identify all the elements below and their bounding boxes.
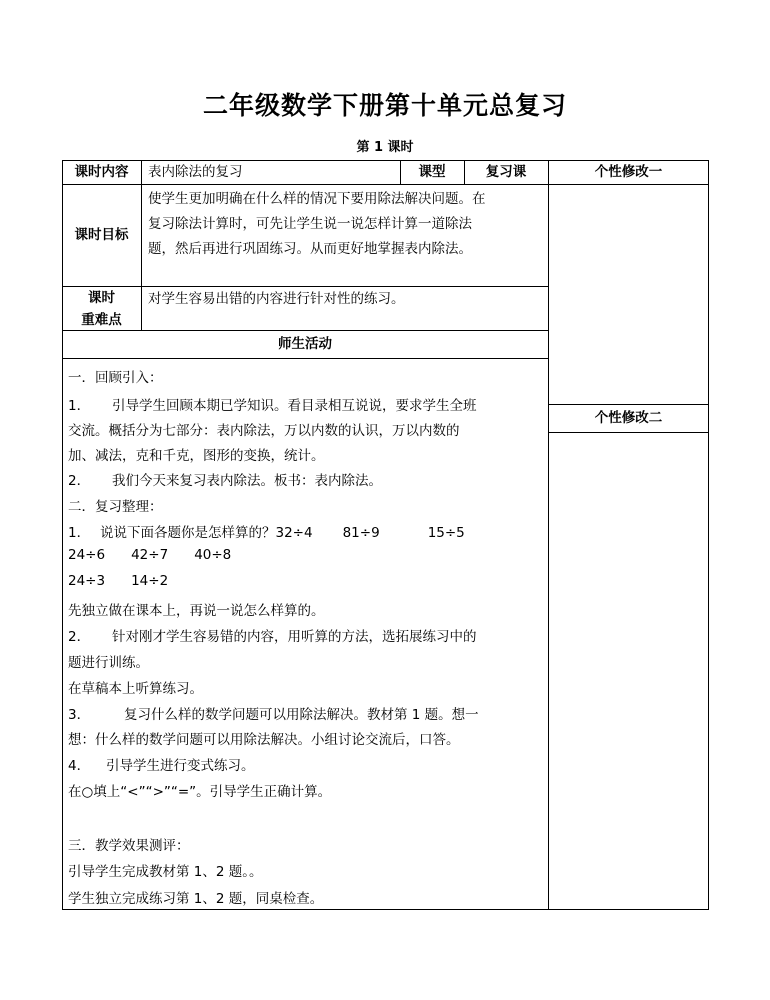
difficulty-label: 重难点 xyxy=(81,312,122,328)
item-number: 2． xyxy=(68,473,91,489)
activity-line: 在草稿本上听算练习。 xyxy=(68,681,203,697)
difficulty-value: 对学生容易出错的内容进行针对性的练习。 xyxy=(148,291,405,307)
activity-line: 交流。概括分为七部分：表内除法，万以内数的认识，万以内数的 xyxy=(68,423,460,439)
table-rule xyxy=(548,432,709,433)
item-number: 1． xyxy=(68,525,91,541)
activity-text: 针对刚才学生容易错的内容，用听算的方法，选拓展练习中的 xyxy=(112,629,477,645)
lesson-number: 第 1 课时 xyxy=(356,140,414,155)
activity-text: 复习什么样的数学问题可以用除法解决。教材第 1 题。想一 xyxy=(124,707,479,723)
table-rule xyxy=(62,358,548,359)
activity-line xyxy=(68,469,382,489)
content-value: 表内除法的复习 xyxy=(148,164,243,180)
section-heading: 二．复习整理： xyxy=(68,499,163,515)
table-border-bottom xyxy=(62,909,709,910)
table-border-left xyxy=(62,160,63,910)
table-border-right xyxy=(708,160,709,910)
section-heading: 三．教学效果测评： xyxy=(68,838,190,854)
calc-item: 14÷2 xyxy=(131,573,169,589)
lesson-plan-table xyxy=(62,160,709,910)
goal-label: 课时目标 xyxy=(74,227,129,243)
calc-item: 42÷7 xyxy=(131,547,169,563)
content-label: 课时内容 xyxy=(74,164,129,180)
table-rule xyxy=(141,160,142,330)
section-heading: 一．回顾引入： xyxy=(68,370,163,386)
goal-line: 复习除法计算时，可先让学生说一说怎样计算一道除法 xyxy=(148,216,472,232)
activity-line xyxy=(68,547,231,563)
goal-line: 题，然后再进行巩固练习。从而更好地掌握表内除法。 xyxy=(148,241,472,257)
activity-text: 引导学生回顾本期已学知识。看目录相互说说，要求学生全班 xyxy=(112,398,477,414)
type-label: 课型 xyxy=(418,164,446,180)
personal-revision-1-label: 个性修改一 xyxy=(594,164,663,180)
item-number: 4． xyxy=(68,758,91,774)
activity-line: 学生独立完成练习第 1、2 题，同桌检查。 xyxy=(68,891,324,907)
document-title: 二年级数学下册第十单元总复习 xyxy=(202,91,567,120)
item-number: 3． xyxy=(68,707,91,723)
activity-line xyxy=(68,394,477,414)
table-rule xyxy=(62,184,709,185)
activity-line xyxy=(68,573,168,589)
calc-item: 24÷6 xyxy=(68,547,106,563)
activity-line: 想：什么样的数学问题可以用除法解决。小组讨论交流后，口答。 xyxy=(68,732,460,748)
activity-line: 加、减法，克和千克，图形的变换，统计。 xyxy=(68,448,325,464)
calc-item: 15÷5 xyxy=(427,525,465,541)
activity-text: 我们今天来复习表内除法。板书：表内除法。 xyxy=(112,473,382,489)
calc-item: 24÷3 xyxy=(68,573,106,589)
activity-label: 师生活动 xyxy=(278,336,332,352)
type-value: 复习课 xyxy=(485,164,527,180)
activity-line xyxy=(68,754,255,774)
goal-text xyxy=(148,236,546,262)
calc-item: 40÷8 xyxy=(194,547,232,563)
activity-line xyxy=(68,703,479,723)
activity-text: 说说下面各题你是怎样算的？ xyxy=(100,525,276,541)
item-number: 2． xyxy=(68,629,91,645)
difficulty-label: 课时 xyxy=(88,290,115,306)
activity-line: 先独立做在课本上，再说一说怎么样算的。 xyxy=(68,603,325,619)
item-number: 1． xyxy=(68,398,91,414)
activity-line xyxy=(68,521,465,541)
personal-revision-2-label: 个性修改二 xyxy=(594,410,663,426)
activity-line: 引导学生完成教材第 1、2 题。。 xyxy=(68,864,263,880)
calc-item: 32÷4 xyxy=(275,525,313,541)
goal-line: 使学生更加明确在什么样的情况下要用除法解决问题。在 xyxy=(148,191,486,207)
table-rule xyxy=(548,160,549,910)
calc-item: 81÷9 xyxy=(342,525,380,541)
goal-text xyxy=(148,211,546,237)
activity-line xyxy=(68,625,477,645)
activity-text: 引导学生进行变式练习。 xyxy=(106,758,255,774)
activity-line: 题进行训练。 xyxy=(68,655,149,671)
activity-line: 在○填上“<”“>”“=”。引导学生正确计算。 xyxy=(68,784,332,800)
goal-text xyxy=(148,186,546,212)
